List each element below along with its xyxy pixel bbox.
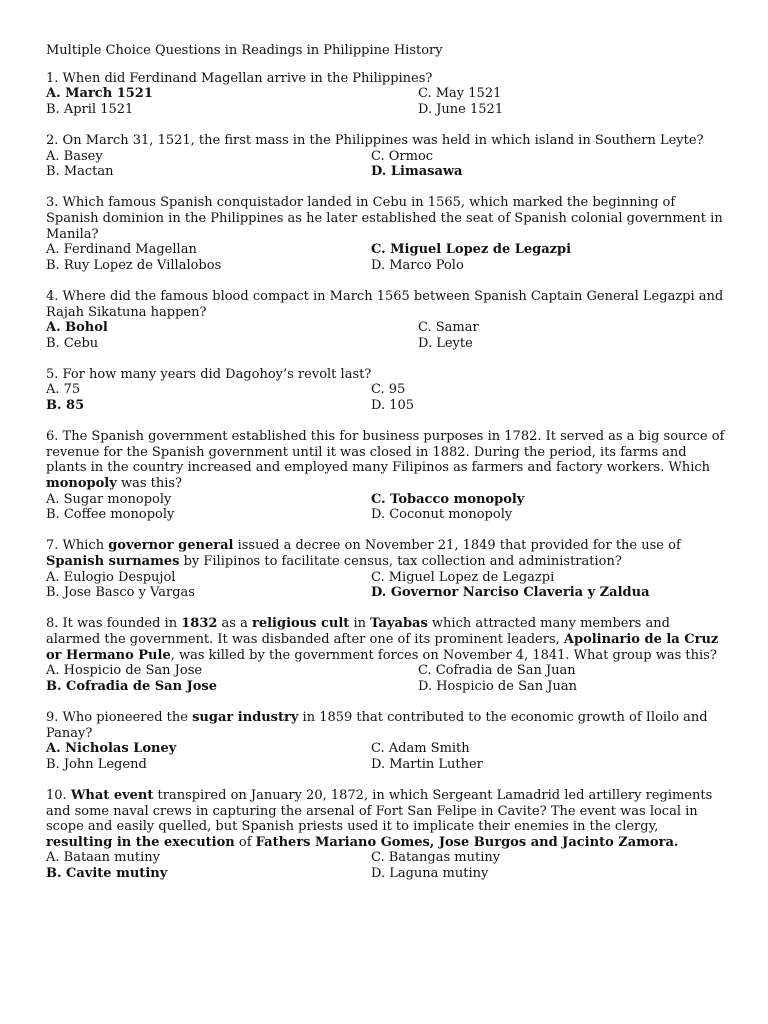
question-stem (46, 195, 726, 242)
answer-option: A. Hospicio de San Jose (46, 663, 203, 679)
answer-option: B. 85 (46, 398, 85, 414)
option-row (46, 663, 726, 679)
question-list (46, 71, 726, 882)
answer-option: A. 75 (46, 382, 81, 398)
stem-text: which attracted many members and alarmed the government. It was disbanded after one of its prominent leaders, (46, 616, 670, 647)
question-6 (46, 429, 726, 523)
emphasized-text: religious cult (252, 616, 350, 632)
stem-text: 7. Which (46, 538, 109, 554)
answer-option: A. Bohol (46, 320, 108, 336)
option-row (46, 850, 726, 866)
stem-text: was this? (116, 476, 183, 492)
question-stem (46, 133, 726, 149)
answer-option: B. April 1521 (46, 101, 134, 117)
document-page (46, 43, 726, 897)
answer-option: B. John Legend (46, 756, 147, 772)
question-stem (46, 71, 726, 87)
emphasized-text: Fathers Mariano Gomes, Jose Burgos and Jacinto Zamora. (255, 834, 679, 850)
stem-text: 2. On March 31, 1521, the first mass in the Philippines was held in which island in Southern Leyte? (46, 132, 704, 148)
emphasized-text: Apolinario de la Cruz or Hermano Pule (46, 631, 719, 663)
question-9 (46, 710, 726, 772)
answer-option: D. June 1521 (418, 101, 504, 117)
option-row (46, 757, 726, 773)
stem-text: 5. For how many years did Dagohoy’s revolt last? (46, 366, 372, 382)
answer-option: B. Cavite mutiny (46, 865, 168, 881)
question-10 (46, 788, 726, 882)
option-row (46, 492, 726, 508)
stem-text: 8. It was founded in (46, 616, 182, 632)
question-4 (46, 289, 726, 351)
answer-option: C. Miguel Lopez de Legazpi (371, 242, 572, 258)
option-row (46, 382, 726, 398)
stem-text: issued a decree on November 21, 1849 that provided for the use of (233, 538, 681, 554)
question-stem (46, 788, 726, 850)
answer-option: C. Ormoc (371, 148, 434, 164)
answer-option: D. Leyte (418, 335, 473, 351)
emphasized-text: What event (70, 787, 154, 803)
stem-text: 4. Where did the famous blood compact in March 1565 between Spanish Captain General Legazpi and Rajah Sikatuna happen? (46, 288, 724, 320)
stem-text: , was killed by the government forces on November 4, 1841. What group was this? (170, 647, 717, 663)
answer-option: A. Ferdinand Magellan (46, 242, 197, 258)
answer-option: C. Cofradia de San Juan (418, 663, 576, 679)
answer-option: D. Governor Narciso Claveria y Zaldua (371, 585, 650, 601)
answer-option: A. March 1521 (46, 86, 153, 102)
question-stem (46, 616, 726, 663)
answer-option: D. Hospicio de San Juan (418, 678, 577, 694)
emphasized-text: monopoly (46, 476, 117, 492)
question-8 (46, 616, 726, 694)
answer-option: C. Tobacco monopoly (371, 491, 525, 507)
option-row (46, 242, 726, 258)
question-stem (46, 289, 726, 320)
question-stem (46, 367, 726, 383)
answer-option: A. Sugar monopoly (46, 491, 172, 507)
answer-option: A. Bataan mutiny (46, 850, 160, 866)
answer-option: C. 95 (371, 382, 406, 398)
answer-option: D. Marco Polo (371, 257, 464, 273)
answer-option: C. May 1521 (418, 86, 502, 102)
answer-option: A. Basey (46, 148, 103, 164)
stem-text: 9. Who pioneered the (46, 709, 193, 725)
option-row (46, 585, 726, 601)
answer-option: A. Nicholas Loney (46, 741, 177, 757)
option-row (46, 336, 726, 352)
emphasized-text: sugar industry (192, 709, 299, 725)
answer-option: B. Cofradia de San Jose (46, 678, 217, 694)
answer-option: D. Martin Luther (371, 756, 483, 772)
stem-text: 1. When did Ferdinand Magellan arrive in the Philippines? (46, 70, 433, 86)
emphasized-text: Tayabas (370, 616, 428, 632)
option-row (46, 679, 726, 695)
answer-option: C. Miguel Lopez de Legazpi (371, 569, 555, 585)
option-row (46, 258, 726, 274)
option-row (46, 149, 726, 165)
question-stem (46, 710, 726, 741)
stem-text: of (234, 834, 256, 850)
answer-option: D. Laguna mutiny (371, 865, 489, 881)
option-row (46, 866, 726, 882)
answer-option: D. Coconut monopoly (371, 507, 513, 523)
emphasized-text: Spanish surnames (46, 554, 180, 569)
option-row (46, 102, 726, 118)
question-5 (46, 367, 726, 414)
stem-text: as a (217, 616, 252, 632)
answer-option: C. Adam Smith (371, 741, 470, 757)
stem-text: in (349, 616, 371, 632)
option-row (46, 86, 726, 102)
emphasized-text: resulting in the execution (46, 834, 235, 850)
stem-text: 3. Which famous Spanish conquistador landed in Cebu in 1565, which marked the beginning of Spanish dominion in the Philippines as he later established the seat of Spanish colonial government in Manila? (46, 195, 723, 242)
answer-option: D. 105 (371, 398, 415, 414)
question-3 (46, 195, 726, 273)
question-stem (46, 429, 726, 491)
question-stem (46, 538, 726, 569)
option-row (46, 507, 726, 523)
answer-option: B. Cebu (46, 335, 99, 351)
stem-text: 10. (46, 787, 71, 803)
answer-option: C. Batangas mutiny (371, 850, 501, 866)
answer-option: C. Samar (418, 320, 479, 336)
stem-text: in 1859 that contributed to the economic growth of Iloilo and Panay? (46, 709, 708, 741)
question-7 (46, 538, 726, 600)
stem-text: by Filipinos to facilitate census, tax collection and administration? (179, 554, 622, 569)
option-row (46, 164, 726, 180)
answer-option: B. Mactan (46, 164, 114, 180)
question-1 (46, 71, 726, 118)
emphasized-text: governor general (108, 538, 234, 554)
option-row (46, 398, 726, 414)
answer-option: B. Jose Basco y Vargas (46, 585, 195, 601)
option-row (46, 741, 726, 757)
option-row (46, 570, 726, 586)
document-title: Multiple Choice Questions in Readings in Philippine History (46, 43, 443, 58)
answer-option: A. Eulogio Despujol (46, 569, 176, 585)
emphasized-text: 1832 (181, 616, 218, 632)
answer-option: B. Coffee monopoly (46, 507, 175, 523)
stem-text: transpired on January 20, 1872, in which Sergeant Lamadrid led artillery regiments and some naval crews in capturing the arsenal of Fort San Felipe in Cavite? The event was local in scope and easily quelled, but Spanish priests used it to implicate their enemies in the clergy, (46, 787, 713, 835)
answer-option: B. Ruy Lopez de Villalobos (46, 257, 222, 273)
stem-text: 6. The Spanish government established this for business purposes in 1782. It served as a big source of revenue for the Spanish government until it was closed in 1882. During the period, its farms and plants in the country increased and employed many Filipinos as farmers and factory workers. Which (46, 429, 725, 476)
option-row (46, 320, 726, 336)
answer-option: D. Limasawa (371, 164, 463, 180)
question-2 (46, 133, 726, 180)
